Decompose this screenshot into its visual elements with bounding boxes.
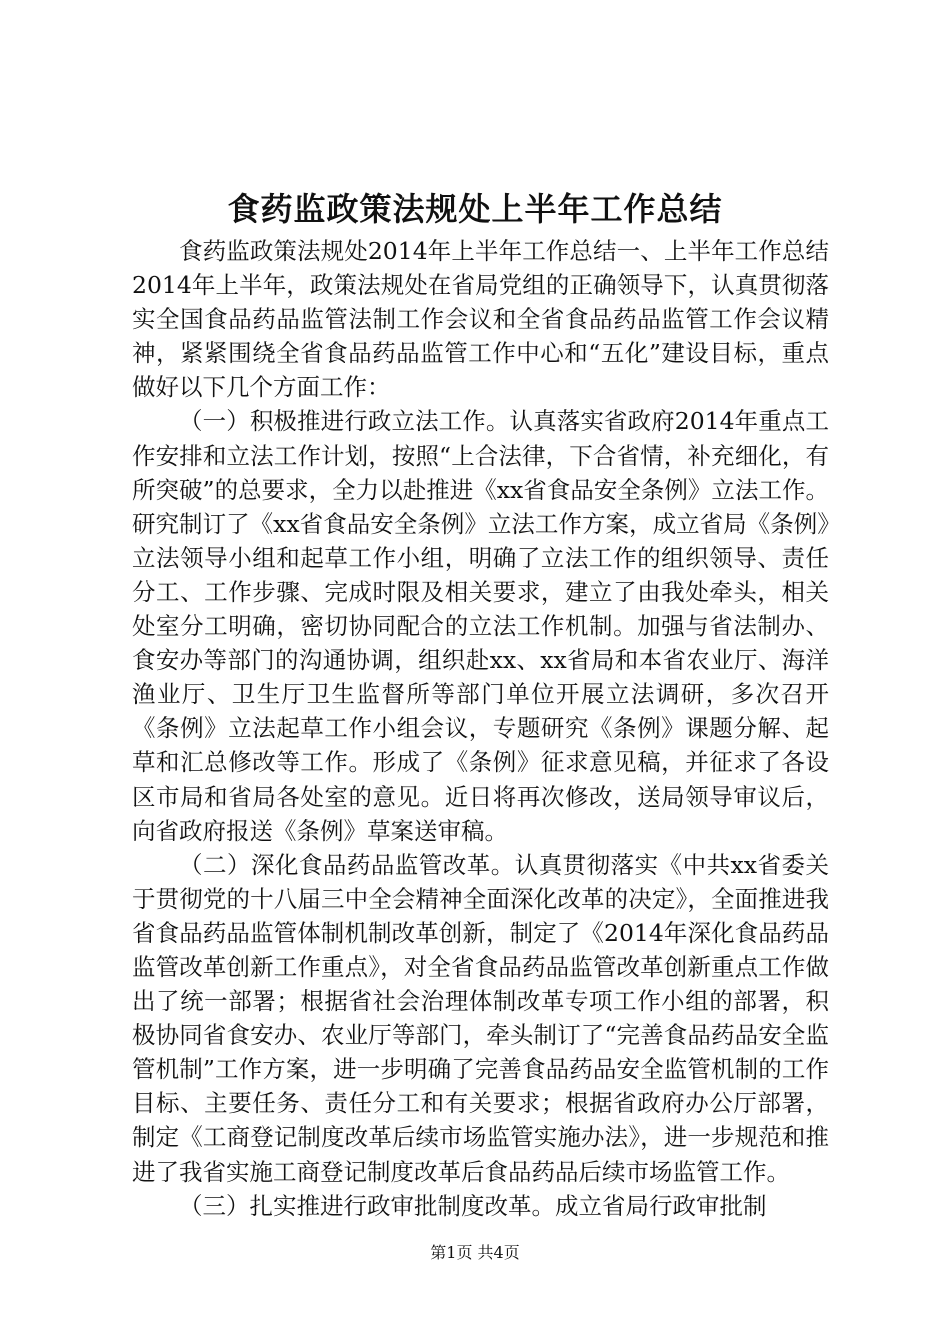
document-body bbox=[132, 234, 829, 1223]
document-title: 食药监政策法规处上半年工作总结 bbox=[227, 190, 723, 228]
paragraph-approval: （三）扎实推进行政审批制度改革。成立省局行政审批制 bbox=[179, 1191, 767, 1220]
paragraph-intro: 食药监政策法规处2014年上半年工作总结一、上半年工作总结2014年上半年，政策法规处在省局党组的正确领导下，认真贯彻落实全国食品药品监管法制工作会议和全省食品药品监管工作会议精神，紧紧围绕全省食品药品监管工作中心和“五化”建设目标，重点做好以下几个方面工作： bbox=[132, 237, 829, 402]
paragraph-reform: （二）深化食品药品监管改革。认真贯彻落实《中共xx省委关于贯彻党的十八届三中全会精神全面深化改革的决定》，全面推进我省食品药品监管体制机制改革创新，制定了《2014年深化食品药品监管改革创新工作重点》，对全省食品药品监管改革创新重点工作做出了统一部署；根据省社会治理体制改革专项工作小组的部署，积极协同省食安办、农业厅等部门，牵头制订了“完善食品药品安全监管机制”工作方案，进一步明确了完善食品药品安全监管机制的工作目标、主要任务、责任分工和有关要求；根据省政府办公厅部署，制定《工商登记制度改革后续市场监管实施办法》，进一步规范和推进了我省实施工商登记制度改革后食品药品后续市场监管工作。 bbox=[132, 850, 829, 1186]
paragraph-legislation: （一）积极推进行政立法工作。认真落实省政府2014年重点工作安排和立法工作计划，按照“上合法律，下合省情，补充细化，有所突破”的总要求，全力以赴推进《xx省食品安全条例》立法工作。研究制订了《xx省食品安全条例》立法工作方案，成立省局《条例》立法领导小组和起草工作小组，明确了立法工作的组织领导、责任分工、工作步骤、完成时限及相关要求，建立了由我处牵头，相关处室分工明确，密切协同配合的立法工作机制。加强与省法制办、食安办等部门的沟通协调，组织赴xx、xx省局和本省农业厅、海洋渔业厅、卫生厅卫生监督所等部门单位开展立法调研，多次召开《条例》立法起草工作小组会议，专题研究《条例》课题分解、起草和汇总修改等工作。形成了《条例》征求意见稿，并征求了各设区市局和省局各处室的意见。近日将再次修改，送局领导审议后，向省政府报送《条例》草案送审稿。 bbox=[132, 407, 829, 845]
page-number-footer: 第1页 共4页 bbox=[430, 1243, 520, 1262]
